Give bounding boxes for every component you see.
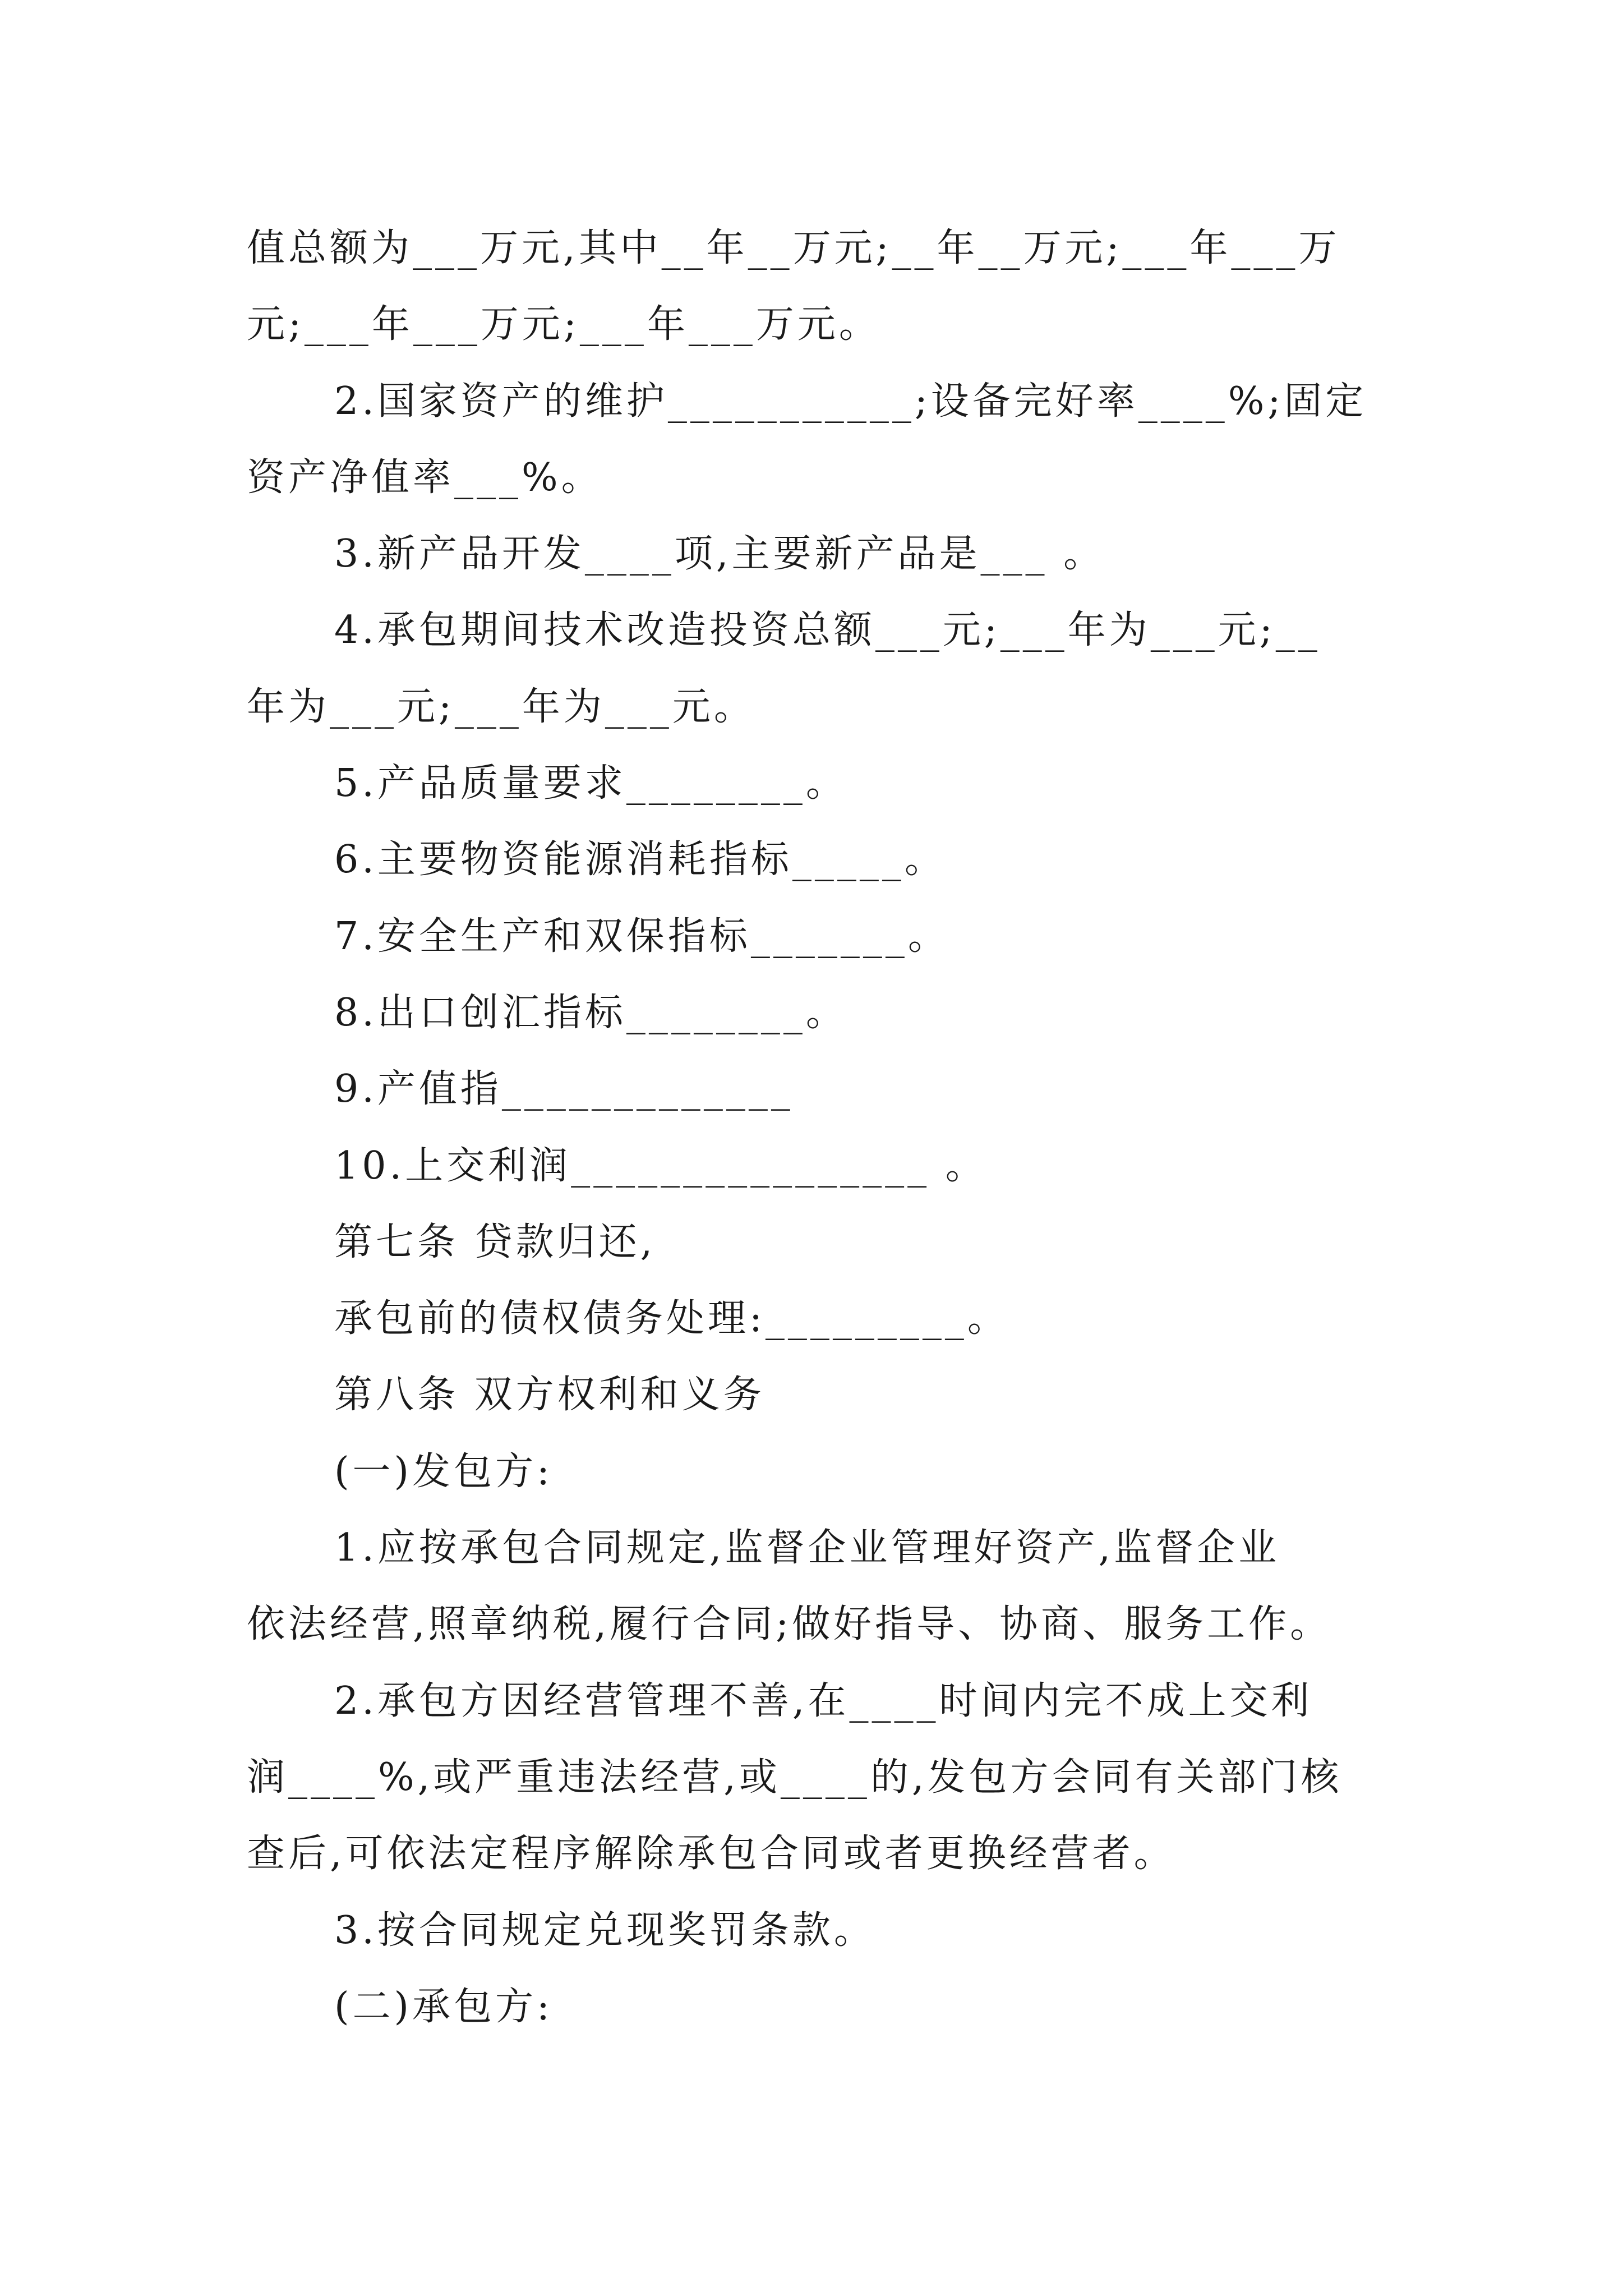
text-line: 4.承包期间技术改造投资总额___元;___年为___元;__ <box>334 608 1321 653</box>
text-line: 润____%,或严重违法经营,或____的,发包方会同有关部门核 <box>247 1755 1343 1800</box>
text-line: 资产净值率___%。 <box>247 455 603 500</box>
text-line: 2.承包方因经营管理不善,在____时间内完不成上交利 <box>334 1678 1313 1723</box>
text-line: 6.主要物资能源消耗指标_____。 <box>334 838 946 882</box>
text-line: 3.新产品开发____项,主要新产品是___ 。 <box>334 532 1105 577</box>
text-line: 2.国家资产的维护___________;设备完好率____%;固定 <box>334 379 1367 424</box>
section-heading: 第八条 双方权利和义务 <box>334 1373 765 1418</box>
text-line: 5.产品质量要求________。 <box>334 761 847 806</box>
text-line: 7.安全生产和双保指标_______。 <box>334 914 949 959</box>
text-line: 9.产值指_____________ <box>334 1067 794 1112</box>
text-line: 8.出口创汇指标________。 <box>334 990 847 1035</box>
section-heading: 第七条 贷款归还, <box>334 1220 656 1264</box>
text-line: 元;___年___万元;___年___万元。 <box>247 302 880 347</box>
document-body <box>247 210 1391 2045</box>
text-line: 查后,可依法定程序解除承包合同或者更换经营者。 <box>247 1832 1175 1876</box>
text-line: 依法经营,照章纳税,履行合同;做好指导、协商、服务工作。 <box>247 1602 1332 1647</box>
text-line: 承包前的债权债务处理:_________。 <box>334 1296 1009 1341</box>
text-line: 3.按合同规定兑现奖罚条款。 <box>334 1908 875 1953</box>
text-line: 年为___元;___年为___元。 <box>247 684 755 729</box>
text-line: 1.应按承包合同规定,监督企业管理好资产,监督企业 <box>334 1526 1280 1571</box>
text-line: 10.上交利润________________ 。 <box>334 1143 987 1188</box>
text-line: 值总额为___万元,其中__年__万元;__年__万元;___年___万 <box>247 226 1340 270</box>
subsection-heading: (二)承包方: <box>334 1984 553 2029</box>
subsection-heading: (一)发包方: <box>334 1449 553 1494</box>
